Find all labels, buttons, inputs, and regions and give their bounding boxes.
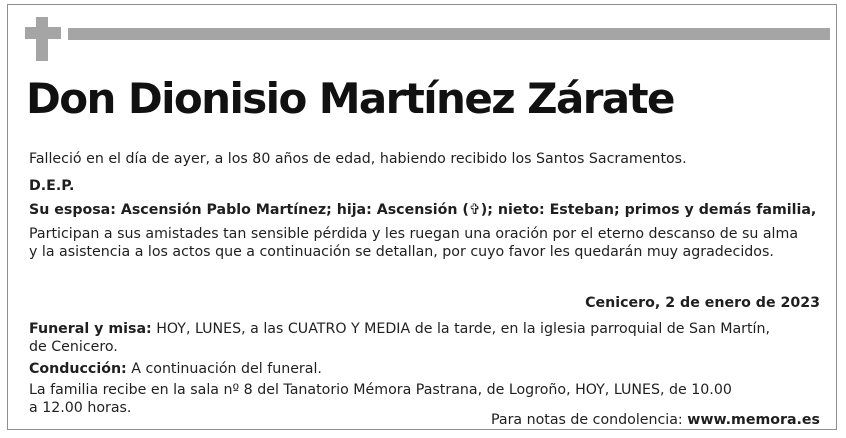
invite-line-2: y la asistencia a los actos que a continuación se detallan, por cuyo favor les quedarán muy agradecidos. (29, 244, 774, 260)
condolence-link[interactable]: www.memora.es (687, 412, 820, 428)
condolence-line (491, 411, 820, 429)
funeral-label: Funeral y misa: (29, 321, 152, 337)
condolence-label: Para notas de condolencia: (490, 412, 688, 428)
funeral-line-2: de Cenicero. (29, 339, 118, 355)
place-date: Cenicero, 2 de enero de 2023 (585, 295, 820, 311)
dep-text: D.E.P. (29, 178, 75, 194)
family-receives-line-2: a 12.00 horas. (29, 400, 132, 416)
family-text-part1: Su esposa: Ascensión Pablo Martínez; hija: Ascensión ( (29, 202, 469, 218)
funeral-text: HOY, LUNES, a las CUATRO Y MEDIA de la tarde, en la iglesia parroquial de San Martín, (151, 321, 771, 337)
family-text-part2: ); nieto: Esteban; primos y demás familia, (480, 202, 817, 218)
family-receives-line-1: La familia recibe en la sala nº 8 del Tanatorio Mémora Pastrana, de Logroño, HOY, LUNES, de 10.00 (29, 382, 732, 398)
funeral-line (29, 320, 770, 338)
invite-line-1: Participan a sus amistades tan sensible pérdida y les ruegan una oración por el eterno descanso de su alma (29, 226, 799, 242)
intro-text: Falleció en el día de ayer, a los 80 años de edad, habiendo recibido los Santos Sacramentos. (29, 151, 687, 167)
conduccion-line (29, 360, 322, 378)
header-rule (68, 28, 830, 40)
cross-icon-bar (25, 27, 61, 39)
deceased-name: Don Dionisio Martínez Zárate (26, 74, 674, 123)
cross-icon (36, 17, 48, 61)
family-line (29, 201, 816, 219)
conduccion-label: Conducción: (29, 361, 127, 377)
small-cross-icon: ✞ (468, 202, 481, 218)
conduccion-text: A continuación del funeral. (126, 361, 322, 377)
